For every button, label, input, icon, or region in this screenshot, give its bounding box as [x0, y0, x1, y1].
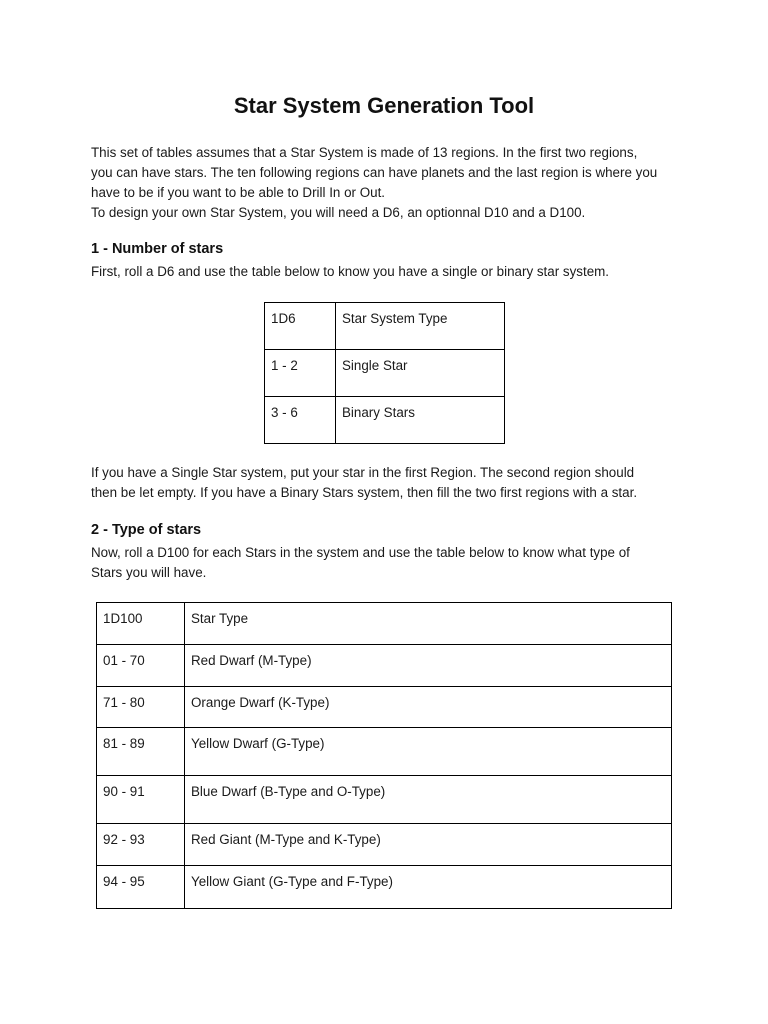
section2-paragraph [91, 543, 691, 583]
table-header-cell: 1D100 [97, 603, 185, 645]
table-header-cell: 1D6 [265, 303, 336, 350]
table-cell-roll: 92 - 93 [97, 824, 185, 866]
section2-line: Stars you will have. [91, 565, 207, 580]
table-row [97, 687, 672, 728]
intro-line: have to be if you want to be able to Drill In or Out. [91, 185, 386, 200]
table-row [97, 645, 672, 687]
section1-heading: 1 - Number of stars [91, 241, 224, 257]
star-type-table [96, 602, 672, 909]
table-header-cell: Star Type [185, 603, 672, 645]
table-cell-roll: 1 - 2 [265, 350, 336, 397]
intro-line: To design your own Star System, you will need a D6, an optionnal D10 and a D100. [91, 205, 586, 220]
section1-after-paragraph [91, 463, 691, 503]
table-header-row [97, 603, 672, 645]
table-cell-type: Yellow Dwarf (G-Type) [185, 728, 672, 776]
table-row [97, 728, 672, 776]
table-cell-type: Yellow Giant (G-Type and F-Type) [185, 866, 672, 909]
table-row [97, 776, 672, 824]
table-cell-type: Binary Stars [336, 397, 505, 444]
table-cell-roll: 81 - 89 [97, 728, 185, 776]
intro-line: you can have stars. The ten following regions can have planets and the last region is where you [91, 165, 658, 180]
table-header-row [265, 303, 505, 350]
table-cell-type: Red Giant (M-Type and K-Type) [185, 824, 672, 866]
section1-after-line: then be let empty. If you have a Binary Stars system, then fill the two first regions with a star. [91, 485, 638, 500]
table-row [265, 397, 505, 444]
table-row [97, 866, 672, 909]
star-count-table [264, 302, 505, 444]
section2-line: Now, roll a D100 for each Stars in the system and use the table below to know what type of [91, 545, 630, 560]
table-cell-type: Blue Dwarf (B-Type and O-Type) [185, 776, 672, 824]
section1-text-line: First, roll a D6 and use the table below to know you have a single or binary star system. [91, 264, 610, 279]
table-cell-roll: 71 - 80 [97, 687, 185, 728]
table-row [97, 824, 672, 866]
table-row [265, 350, 505, 397]
section1-after-line: If you have a Single Star system, put your star in the first Region. The second region should [91, 465, 635, 480]
table-cell-roll: 3 - 6 [265, 397, 336, 444]
table-cell-roll: 90 - 91 [97, 776, 185, 824]
table-cell-roll: 94 - 95 [97, 866, 185, 909]
intro-line: This set of tables assumes that a Star System is made of 13 regions. In the first two regions, [91, 145, 638, 160]
table-header-cell: Star System Type [336, 303, 505, 350]
table-cell-type: Red Dwarf (M-Type) [185, 645, 672, 687]
section1-text [91, 262, 691, 282]
table-cell-roll: 01 - 70 [97, 645, 185, 687]
section2-heading: 2 - Type of stars [91, 522, 202, 538]
table-cell-type: Single Star [336, 350, 505, 397]
table-cell-type: Orange Dwarf (K-Type) [185, 687, 672, 728]
page-title: Star System Generation Tool [233, 93, 535, 118]
intro-paragraph [91, 143, 691, 223]
